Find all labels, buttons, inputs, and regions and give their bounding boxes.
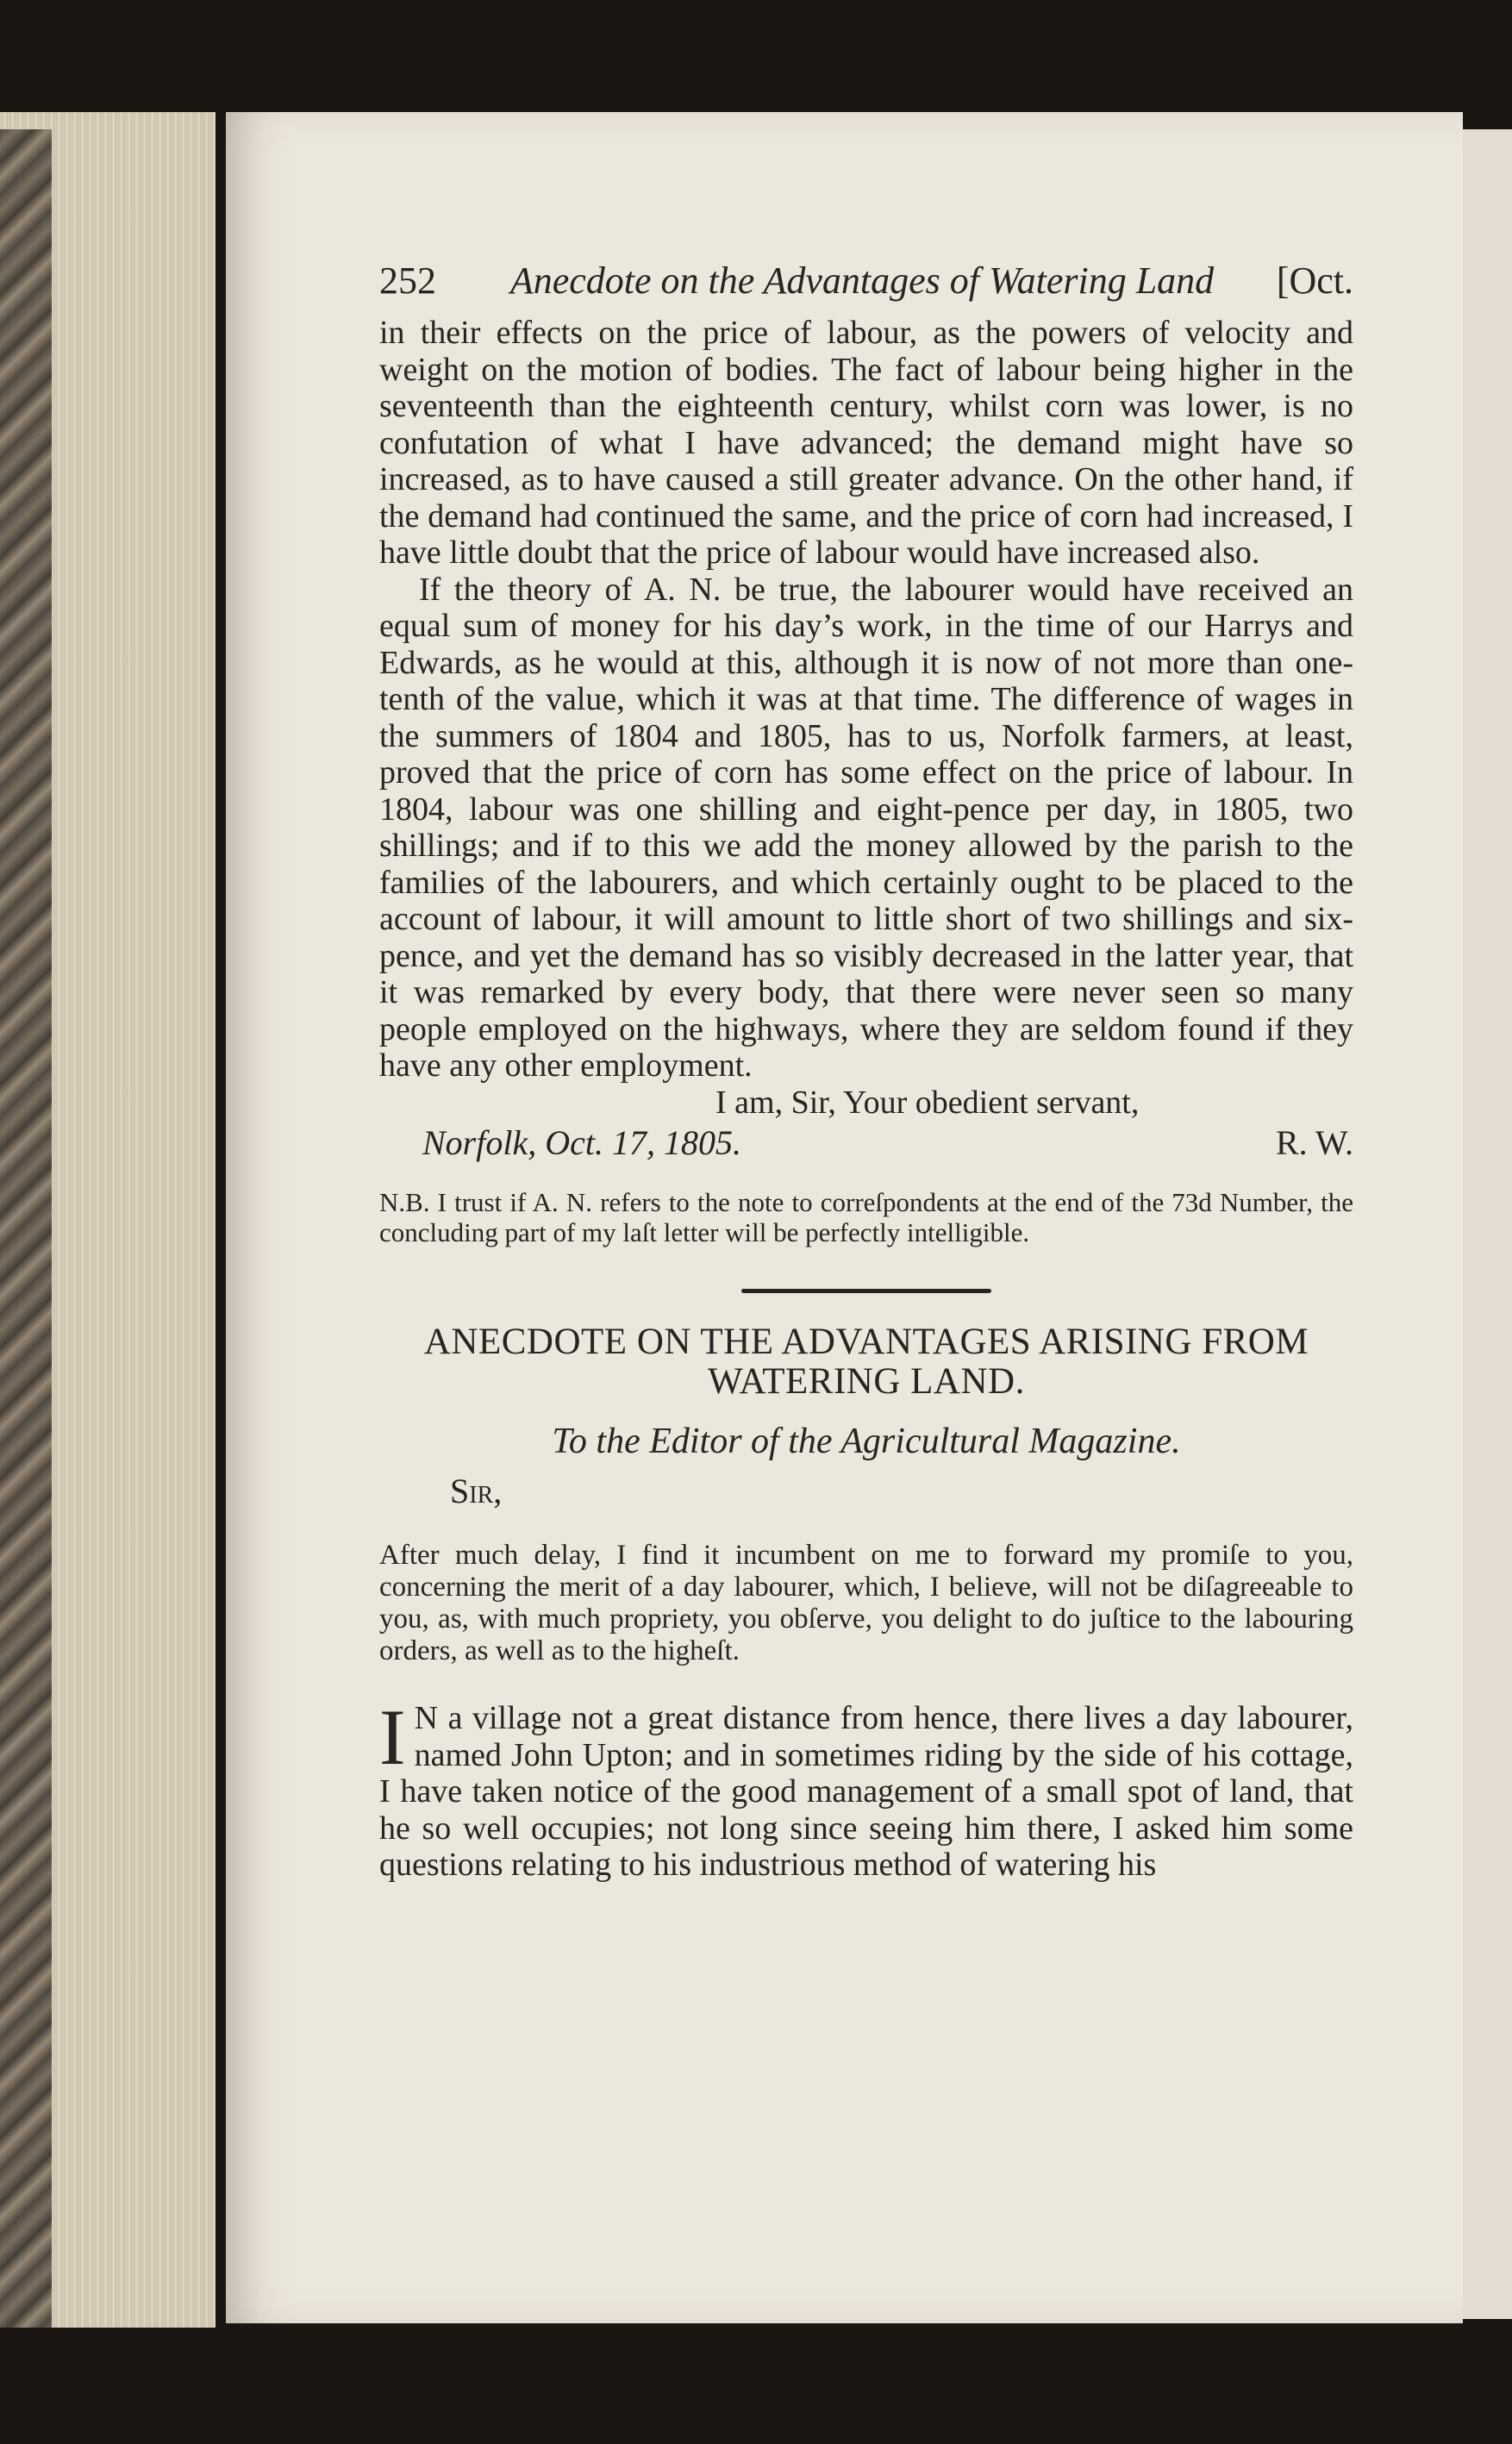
closing-line: I am, Sir, Your obedient servant,	[715, 1084, 1140, 1121]
marbled-cover-edge	[0, 129, 52, 2328]
running-month: [Oct.	[1276, 259, 1353, 302]
signoff	[379, 1122, 1353, 1163]
page-content	[379, 259, 1353, 1884]
letter-body	[379, 315, 1353, 1121]
running-title: Anecdote on the Advantages of Watering Land	[509, 259, 1215, 302]
anecdote-text	[379, 1693, 1353, 1884]
article-heading-line-2: WATERING LAND.	[708, 1361, 1025, 1402]
drop-cap: I	[379, 1693, 406, 1781]
place-date: Norfolk, Oct. 17, 1805.	[422, 1123, 741, 1162]
paragraph-2: If the theory of A. N. be true, the labourer would have received an equal sum of money for his day’s work, in the time of our Harrys and Edwards, as he would at this, although it is now of not more than one-tenth of the value, which it was at that time. The difference of wages in the summers of 1804 and 1805, has to us, Norfolk farmers, at least, proved that the price of corn has some effect on the price of labour. In 1804, labour was one shilling and eight-pence per day, in 1805, two shillings; and if to this we add the money allowed by the parish to the families of the labourers, and which certainly ought to be placed to the account of labour, it will amount to little short of two shillings and six-pence, and yet the demand has so visibly decreased in the latter year, that it was remarked by every body, that there were never seen so many people employed on the highways, where they are seldom found if they have any other employment.	[379, 571, 1353, 1084]
author-initials: R. W.	[1275, 1123, 1353, 1162]
salutation: Sir,	[450, 1472, 503, 1510]
section-divider	[741, 1289, 991, 1293]
paragraph-1: in their effects on the price of labour, as the powers of velocity and weight on the motion of bodies. The fact of labour being higher in the seventeenth than the eighteenth century, whilst corn was lower, is no confutation of what I have advanced; the demand might have so increased, as to have caused a still greater advance. On the other hand, if the demand had continued the same, and the price of corn had increased, I have little doubt that the price of labour would have increased also.	[379, 315, 1353, 571]
editor-address: To the Editor of the Agricultural Magazine.	[552, 1422, 1181, 1461]
article-heading-line-1: ANECDOTE ON THE ADVANTAGES ARISING FROM	[423, 1322, 1309, 1362]
next-page-edge	[1463, 129, 1512, 2319]
introductory-letter: After much delay, I find it incumbent on me to forward my promiſe to you, concerning the merit of a day labourer, which, I believe, will not be diſagreeable to you, as, with much propriety, you obſerve, you delight to do juſtice to the labouring orders, as well as to the higheſt.	[379, 1540, 1353, 1666]
running-head	[379, 259, 1353, 303]
page-number: 252	[379, 259, 436, 302]
nota-bene: N.B. I trust if A. N. refers to the note to correſpondents at the end of the 73d Number, the concluding part of my laſt letter will be perfectly intelligible.	[379, 1187, 1353, 1247]
anecdote-body: N a village not a great distance from hence, there lives a day labourer, named John Upton; and in sometimes riding by the side of his cottage, I have taken notice of the good management of a small spot of land, that he so well occupies; not long since seeing him there, I asked him some questions relating to his industrious method of watering his	[379, 1700, 1353, 1883]
